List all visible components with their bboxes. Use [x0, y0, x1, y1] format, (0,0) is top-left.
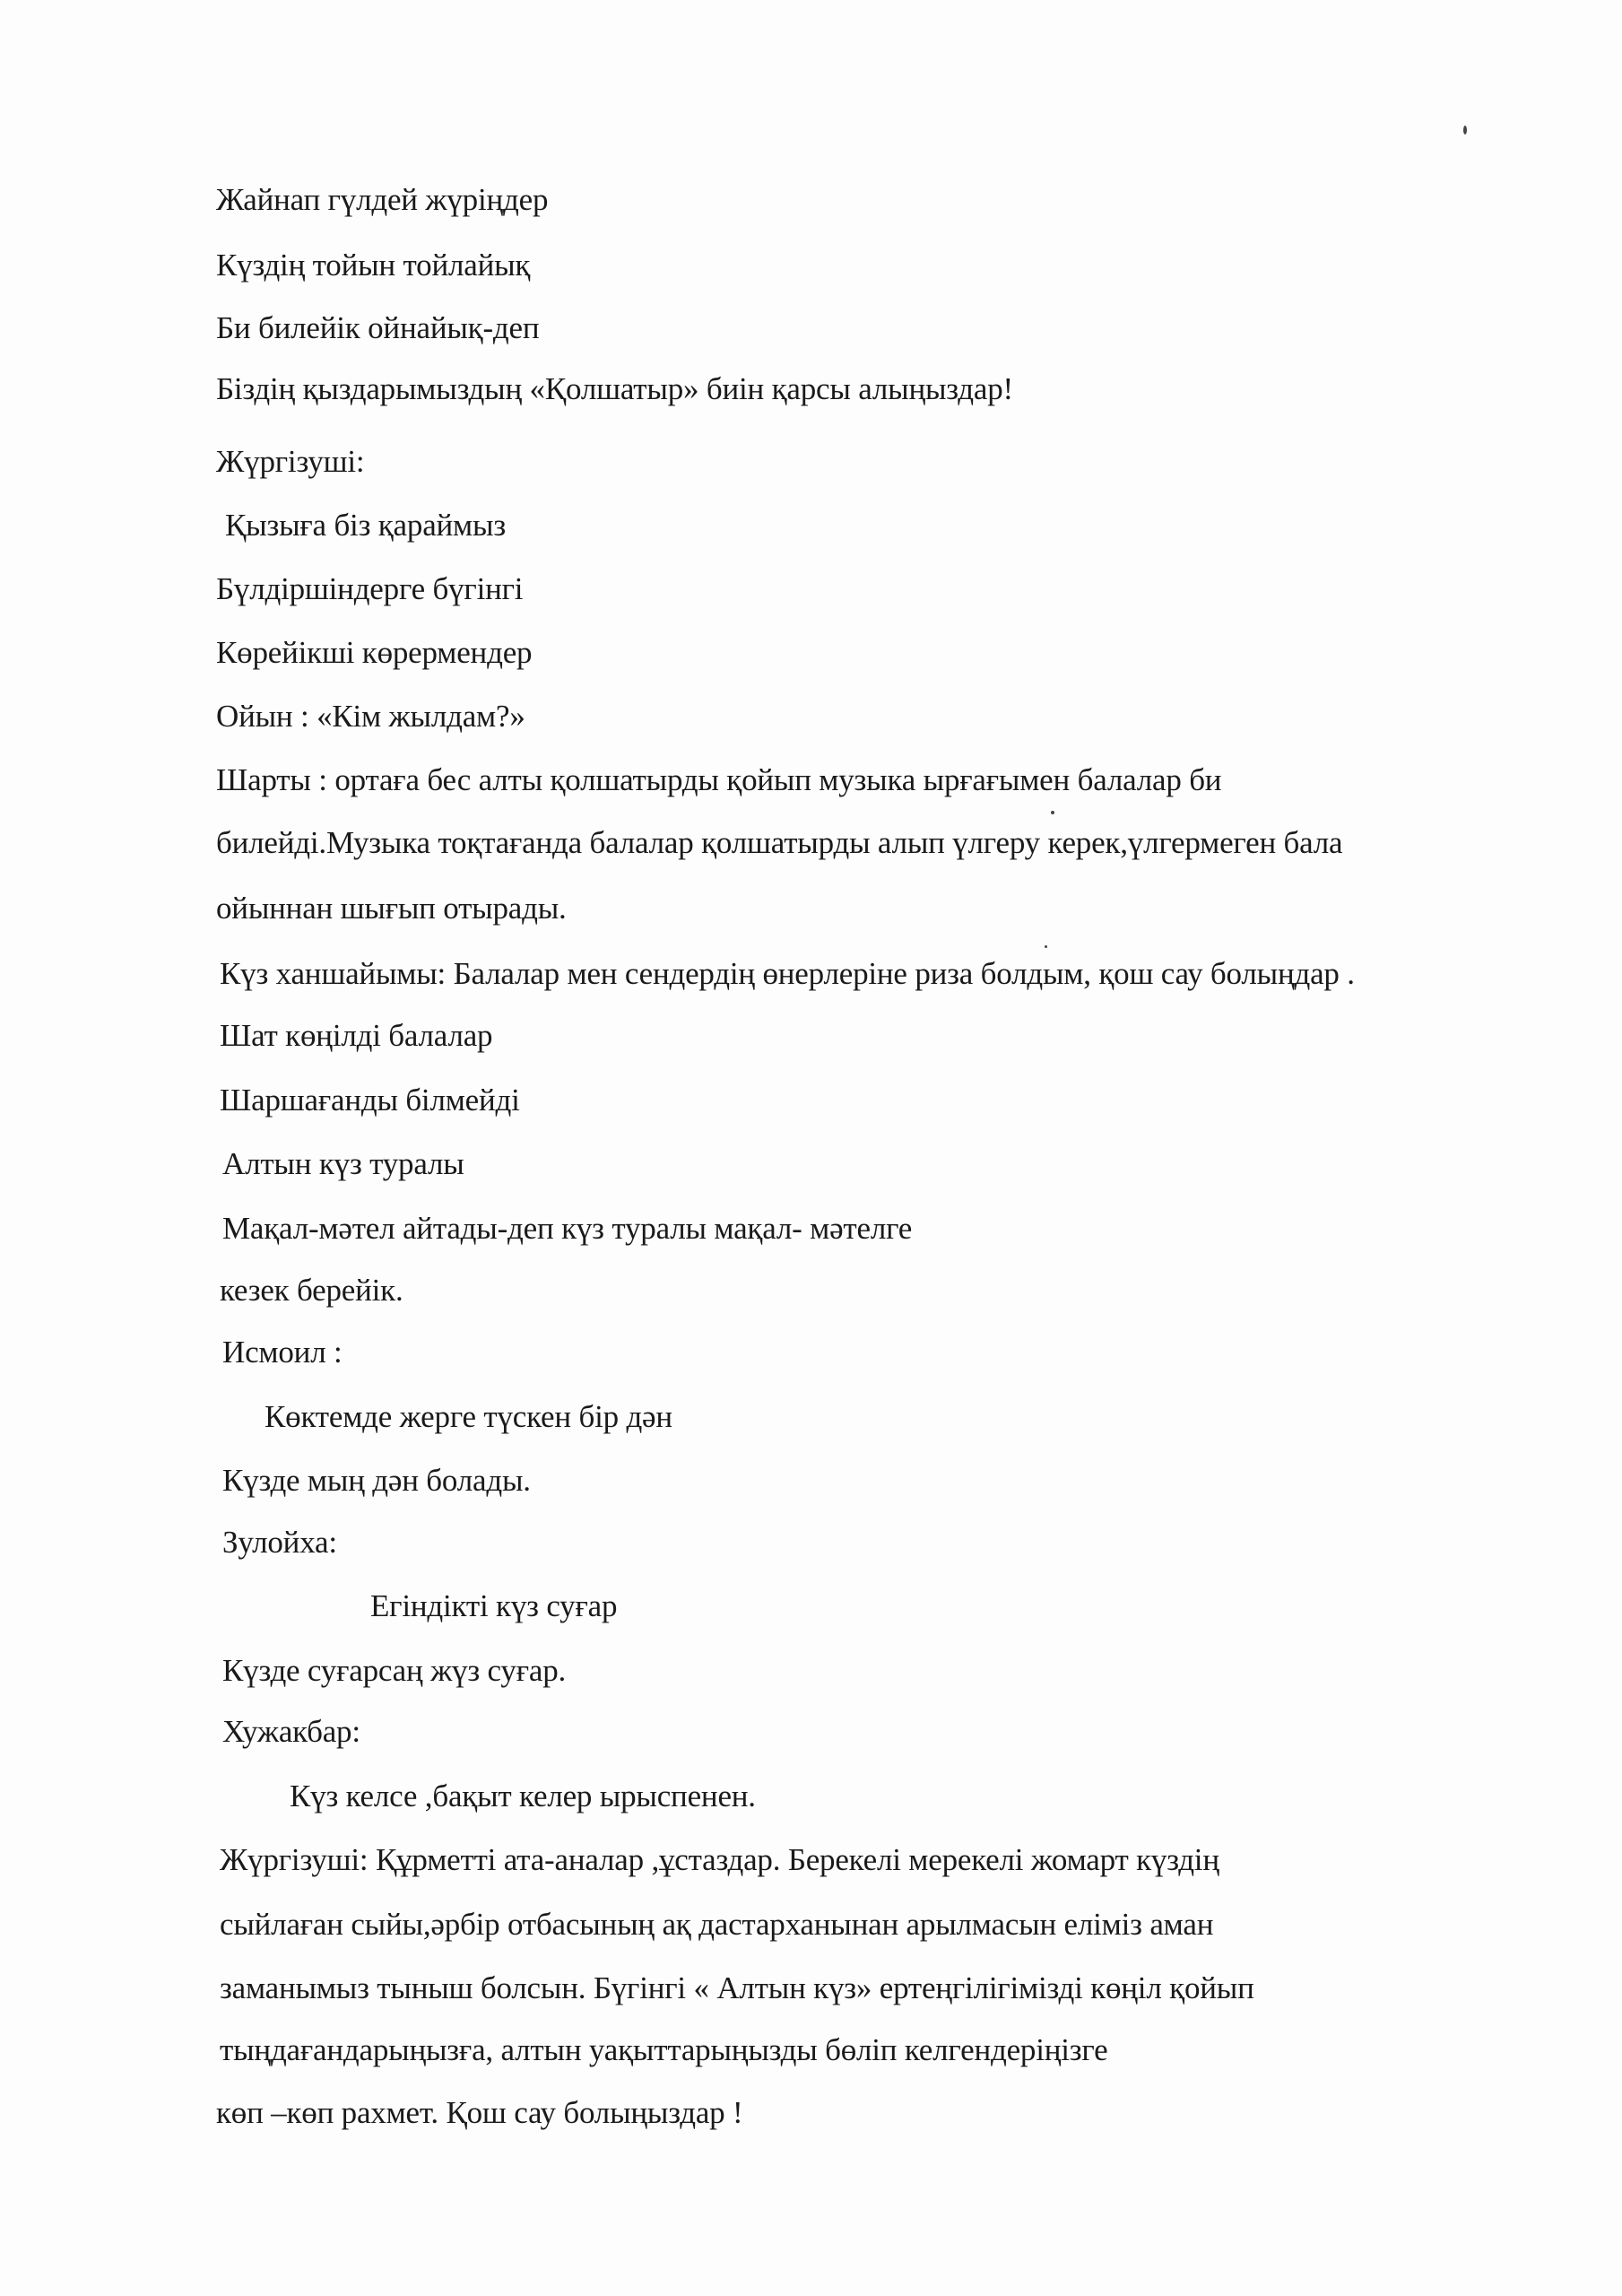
game-title: Ойын : «Кім жылдам?» [216, 699, 525, 734]
scan-speck [1051, 811, 1054, 814]
text-line: Егіндікті күз суғар [370, 1588, 618, 1623]
speaker-label: Хужакбар: [222, 1714, 360, 1749]
text-line: Шат көңілді балалар [220, 1018, 493, 1053]
text-line: кезек берейік. [220, 1273, 403, 1308]
text-line: ойыннан шығып отырады. [216, 891, 567, 926]
text-line: Мақал-мәтел айтады-деп күз туралы мақал- мәтелге [222, 1211, 913, 1246]
text-line: сыйлаған сыйы,әрбір отбасының ақ дастарханынан арылмасын еліміз аман [220, 1907, 1214, 1942]
text-line: Күздің тойын тойлайық [216, 248, 531, 283]
text-line: Көктемде жерге түскен бір дән [265, 1399, 672, 1434]
text-line: Күз келсе ,бақыт келер ырыспенен. [290, 1779, 756, 1813]
text-line: Қызыға біз қараймыз [225, 508, 506, 543]
text-line: Күз ханшайымы: Балалар мен сендердің өнерлеріне риза болдым, қош сау болыңдар . [220, 956, 1355, 991]
text-line: Көрейікші көрермендер [216, 635, 533, 670]
text-line: Күзде мың дән болады. [222, 1463, 531, 1498]
text-line: билейді.Музыка тоқтағанда балалар қолшатырды алып үлгеру керек,үлгермеген бала [216, 825, 1343, 860]
speaker-label: Зулойха: [222, 1525, 337, 1560]
text-line: Жүргізуші: Құрметті ата-аналар ,ұстаздар. Берекелі мерекелі жомарт күздің [220, 1842, 1219, 1877]
text-line: Жайнап гүлдей жүріңдер [216, 182, 549, 217]
speaker-label: Жүргізуші: [216, 444, 365, 479]
text-line: көп –көп рахмет. Қош сау болыңыздар ! [216, 2095, 743, 2130]
scan-speck [1045, 945, 1047, 948]
text-line: Күзде суғарсаң жүз суғар. [222, 1653, 567, 1688]
text-line: заманымыз тыныш болсын. Бүгінгі « Алтын күз» ертеңгілігімізді көңіл қойып [220, 1970, 1254, 2005]
text-line: Би билейік ойнайық-деп [216, 310, 540, 345]
text-line: Біздің қыздарымыздың «Қолшатыр» биін қарсы алыңыздар! [216, 371, 1013, 406]
text-line: тыңдағандарыңызға, алтын уақыттарыңызды бөліп келгендеріңізге [220, 2032, 1108, 2067]
scan-speck [1463, 126, 1467, 135]
text-line: Алтын күз туралы [222, 1146, 464, 1181]
speaker-label: Исмоил : [222, 1335, 343, 1370]
text-line: Шарты : ортаға бес алты қолшатырды қойып музыка ырғағымен балалар би [216, 762, 1222, 797]
text-line: Бүлдіршіндерге бүгінгі [216, 571, 524, 606]
text-line: Шаршағанды білмейді [220, 1083, 520, 1118]
